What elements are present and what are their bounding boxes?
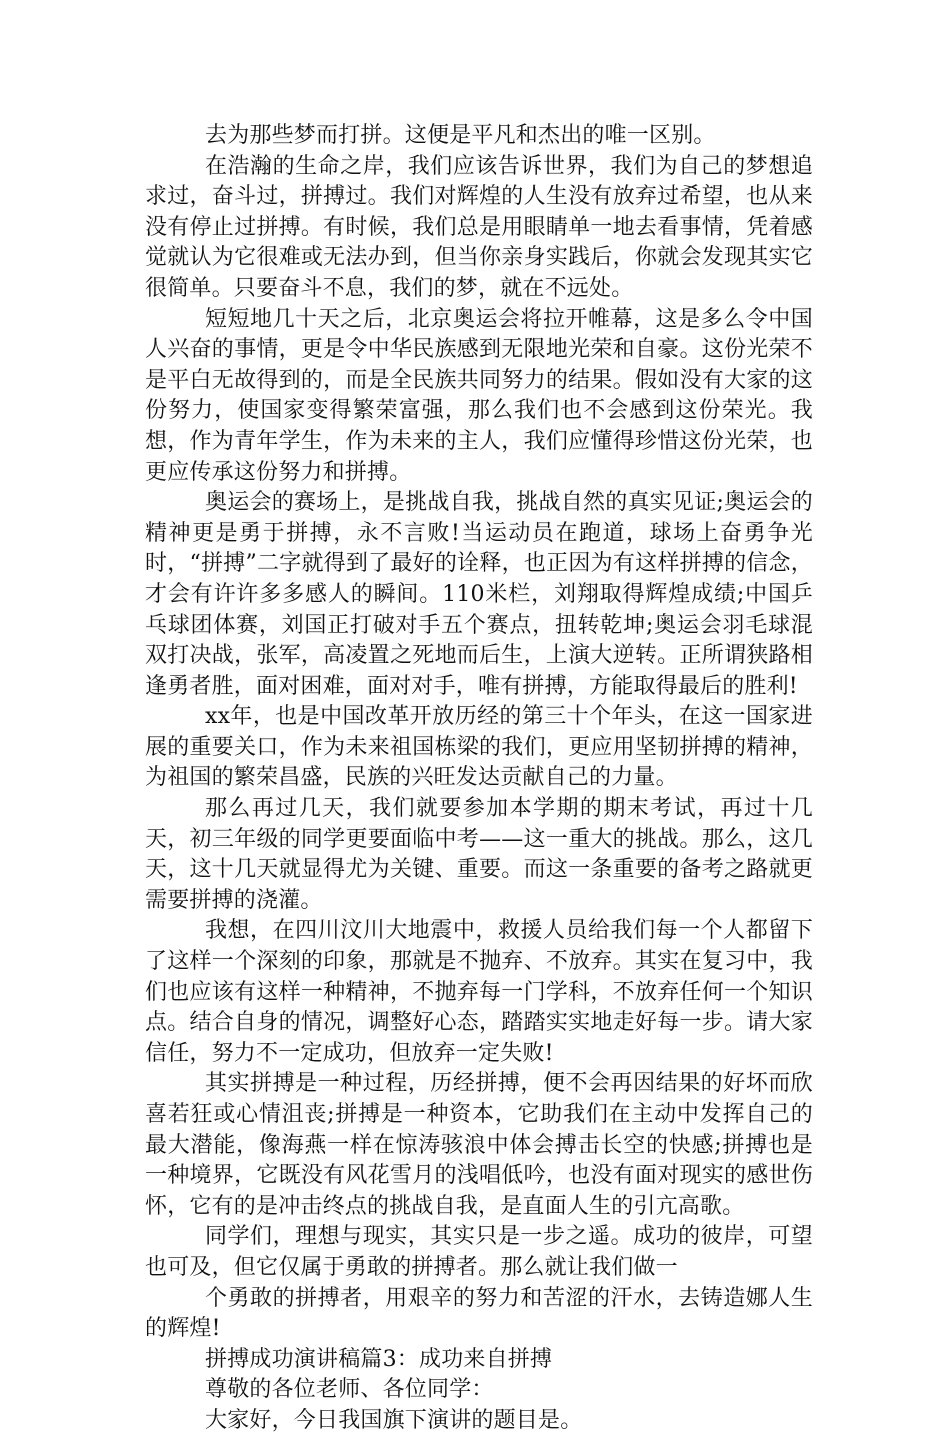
paragraph-final-exams: 那么再过几天，我们就要参加本学期的期末考试，再过十几天，初三年级的同学更要面临中考——这一重大的挑战。那么，这几天，这十几天就显得尤为关键、重要。而这一条重要的备考之路就更需要拼搏的浇灌。 <box>145 796 813 913</box>
paragraph-dream-shore: 在浩瀚的生命之岸，我们应该告诉世界，我们为自己的梦想追求过，奋斗过，拼搏过。我们对辉煌的人生没有放弃过希望，也从来没有停止过拼搏。有时候，我们总是用眼睛单一地去看事情，凭着感觉就认为它很难或无法办到，但当你亲身实践后，你就会发现其实它很简单。只要奋斗不息，我们的梦，就在不远处。 <box>145 153 813 301</box>
paragraph-brave-striver: 个勇敢的拼搏者，用艰辛的努力和苦涩的汗水，去铸造娜人生的辉煌! <box>145 1285 813 1342</box>
section-heading: 拼搏成功演讲稿篇3：成功来自拼搏 <box>205 1346 553 1372</box>
paragraph-ideal-reality: 同学们，理想与现实，其实只是一步之遥。成功的彼岸，可望也可及，但它仅属于勇敢的拼搏者。那么就让我们做一 <box>145 1224 813 1280</box>
paragraph-olympics-pride: 短短地几十天之后，北京奥运会将拉开帷幕，这是多么令中国人兴奋的事情，更是令中华民族感到无限地光荣和自豪。这份光荣不是平白无故得到的，而是全民族共同努力的结果。假如没有大家的这份努力，使国家变得繁荣富强，那么我们也不会感到这份荣光。我想，作为青年学生，作为未来的主人，我们应懂得珍惜这份光荣，也更应传承这份努力和拼搏。 <box>145 306 813 485</box>
paragraph-reform-year: xx年，也是中国改革开放历经的第三十个年头，在这一国家进展的重要关口，作为未来祖国栋梁的我们，更应用坚韧拼搏的精神，为祖国的繁荣昌盛，民族的兴旺发达贡献自己的力量。 <box>145 704 813 791</box>
paragraph-earthquake: 我想，在四川汶川大地震中，救援人员给我们每一个人都留下了这样一个深刻的印象，那就是不抛弃、不放弃。其实在复习中，我们也应该有这样一种精神，不抛弃每一门学科，不放弃任何一个知识点。结合自身的情况，调整好心态，踏踏实实地走好每一步。请大家信任，努力不一定成功，但放弃一定失败! <box>145 918 813 1066</box>
paragraph-intro-line: 去为那些梦而打拼。这便是平凡和杰出的唯一区别。 <box>205 123 716 148</box>
paragraph-olympic-spirit: 奥运会的赛场上，是挑战自我，挑战自然的真实见证;奥运会的精神更是勇于拼搏，永不言败!当运动员在跑道，球场上奋勇争光时，“拼搏”二字就得到了最好的诠释，也正因为有这样拼搏的信念，才会有许许多多感人的瞬间。110米栏，刘翔取得辉煌成绩;中国乒乓球团体赛，刘国正打破对手五个赛点，扭转乾坤;奥运会羽毛球混双打决战，张军，高凌置之死地而后生，上演大逆转。正所谓狭路相逢勇者胜，面对困难，面对对手，唯有拼搏，方能取得最后的胜利! <box>145 490 813 699</box>
document-body <box>145 121 813 1437</box>
salutation: 尊敬的各位老师、各位同学： <box>205 1377 494 1403</box>
paragraph-process-capital: 其实拼搏是一种过程，历经拼搏，便不会再因结果的好坏而欣喜若狂或心情沮丧;拼搏是一种资本，它助我们在主动中发挥自己的最大潜能，像海燕一样在惊涛骇浪中体会搏击长空的快感;拼搏也是一种境界，它既没有风花雪月的浅唱低吟，也没有面对现实的感世伤怀，它有的是冲击终点的挑战自我，是直面人生的引亢高歌。 <box>145 1071 813 1219</box>
greeting-line: 大家好，今日我国旗下演讲的题目是。 <box>205 1407 583 1433</box>
